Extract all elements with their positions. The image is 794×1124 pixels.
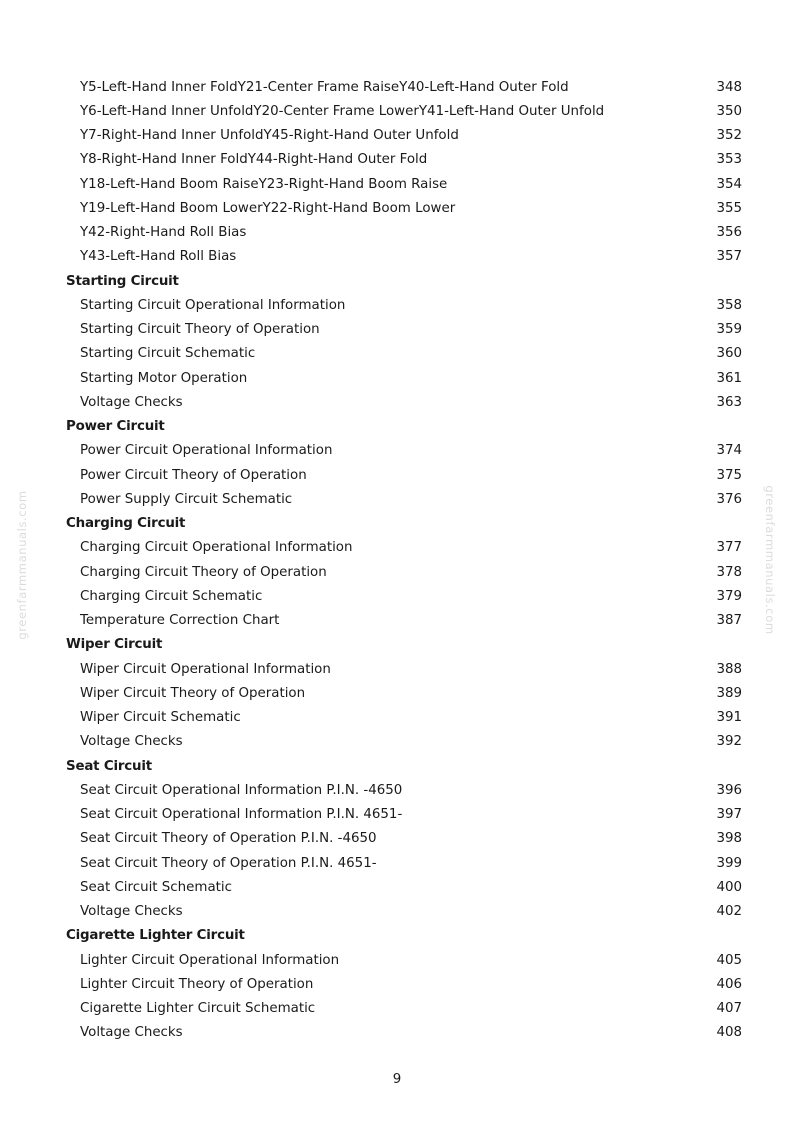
entry-title: Y8-Right-Hand Inner FoldY44-Right-Hand Outer Fold <box>80 152 428 168</box>
entry-title: Seat Circuit Operational Information P.I.N. 4651- <box>80 807 403 822</box>
toc-entry[interactable] <box>66 682 744 706</box>
toc-entry[interactable] <box>66 536 744 560</box>
entry-page-number: 388 <box>716 661 742 677</box>
toc-section-heading <box>66 270 744 294</box>
toc-section-heading <box>66 924 744 948</box>
toc-entry[interactable] <box>66 1021 744 1045</box>
section-title: Charging Circuit <box>66 516 186 531</box>
entry-title: Y19-Left-Hand Boom LowerY22-Right-Hand Boom Lower <box>80 200 456 216</box>
entry-title: Charging Circuit Schematic <box>80 588 263 604</box>
entry-page-number: 398 <box>716 831 742 847</box>
toc-entry[interactable] <box>66 949 744 973</box>
entry-title: Power Circuit Operational Information <box>80 443 333 459</box>
entry-page-number: 363 <box>716 394 742 410</box>
entry-page-number: 389 <box>716 685 742 701</box>
entry-title: Y6-Left-Hand Inner UnfoldY20-Center Frame LowerY41-Left-Hand Outer Unfold <box>80 103 605 119</box>
toc-entry[interactable] <box>66 706 744 730</box>
toc-entry[interactable] <box>66 973 744 997</box>
entry-title: Lighter Circuit Theory of Operation <box>80 976 314 992</box>
toc-entry[interactable] <box>66 245 744 269</box>
entry-title: Y42-Right-Hand Roll Bias <box>80 225 247 240</box>
entry-title: Y7-Right-Hand Inner UnfoldY45-Right-Hand Outer Unfold <box>80 128 459 143</box>
toc-entry[interactable] <box>66 318 744 342</box>
entry-title: Power Circuit Theory of Operation <box>80 467 307 483</box>
entry-page-number: 378 <box>716 564 742 580</box>
entry-title: Starting Circuit Operational Information <box>80 297 346 313</box>
toc-entry[interactable] <box>66 221 744 245</box>
toc-section-heading <box>66 755 744 779</box>
page-number: 9 <box>392 1072 402 1087</box>
section-title: Power Circuit <box>66 419 165 434</box>
entry-page-number: 392 <box>716 734 742 750</box>
entry-page-number: 353 <box>716 152 742 168</box>
toc-entry[interactable] <box>66 76 744 100</box>
entry-title: Seat Circuit Theory of Operation P.I.N. 4651- <box>80 855 377 871</box>
toc-section-heading <box>66 633 744 657</box>
toc-entry[interactable] <box>66 124 744 148</box>
entry-page-number: 402 <box>716 904 742 919</box>
entry-title: Y43-Left-Hand Roll Bias <box>80 249 237 265</box>
entry-page-number: 377 <box>716 540 742 556</box>
entry-title: Voltage Checks <box>80 734 183 750</box>
toc-entry[interactable] <box>66 100 744 124</box>
entry-title: Voltage Checks <box>80 1025 183 1041</box>
entry-title: Starting Motor Operation <box>80 370 248 386</box>
toc-entry[interactable] <box>66 464 744 488</box>
entry-title: Voltage Checks <box>80 904 183 919</box>
section-title: Starting Circuit <box>66 273 179 289</box>
toc-entry[interactable] <box>66 827 744 851</box>
entry-page-number: 379 <box>716 588 742 604</box>
entry-page-number: 355 <box>716 200 742 216</box>
entry-title: Wiper Circuit Schematic <box>80 710 241 725</box>
entry-page-number: 361 <box>716 370 742 386</box>
toc-entry[interactable] <box>66 803 744 827</box>
entry-title: Charging Circuit Operational Information <box>80 540 353 556</box>
toc-entry[interactable] <box>66 391 744 415</box>
entry-title: Temperature Correction Chart <box>80 613 280 628</box>
toc-entry[interactable] <box>66 779 744 803</box>
entry-title: Seat Circuit Operational Information P.I.N. -4650 <box>80 782 403 798</box>
toc-entry[interactable] <box>66 173 744 197</box>
toc-entry[interactable] <box>66 730 744 754</box>
entry-page-number: 354 <box>716 176 742 192</box>
entry-page-number: 348 <box>716 79 742 95</box>
toc-entry[interactable] <box>66 197 744 221</box>
toc-entry[interactable] <box>66 294 744 318</box>
entry-page-number: 408 <box>716 1025 742 1041</box>
toc-entry[interactable] <box>66 852 744 876</box>
entry-page-number: 375 <box>716 467 742 483</box>
entry-page-number: 387 <box>716 613 742 628</box>
entry-page-number: 406 <box>716 976 742 992</box>
entry-title: Cigarette Lighter Circuit Schematic <box>80 1001 316 1016</box>
entry-page-number: 360 <box>716 346 742 362</box>
entry-title: Power Supply Circuit Schematic <box>80 491 293 507</box>
toc-section-heading <box>66 512 744 536</box>
toc-entry[interactable] <box>66 488 744 512</box>
toc-entry[interactable] <box>66 658 744 682</box>
section-title: Seat Circuit <box>66 758 152 774</box>
entry-page-number: 400 <box>716 879 742 895</box>
toc-entry[interactable] <box>66 876 744 900</box>
entry-page-number: 405 <box>716 952 742 968</box>
entry-page-number: 357 <box>716 249 742 265</box>
toc-entry[interactable] <box>66 561 744 585</box>
entry-page-number: 352 <box>716 128 742 143</box>
entry-title: Voltage Checks <box>80 394 183 410</box>
entry-page-number: 359 <box>716 322 742 337</box>
entry-title: Y18-Left-Hand Boom RaiseY23-Right-Hand Boom Raise <box>80 176 448 192</box>
entry-title: Y5-Left-Hand Inner FoldY21-Center Frame RaiseY40-Left-Hand Outer Fold <box>80 79 569 95</box>
entry-title: Seat Circuit Theory of Operation P.I.N. -4650 <box>80 831 377 847</box>
entry-page-number: 358 <box>716 297 742 313</box>
entry-page-number: 391 <box>716 710 742 725</box>
entry-title: Wiper Circuit Operational Information <box>80 661 331 677</box>
entry-page-number: 407 <box>716 1001 742 1016</box>
toc-entry[interactable] <box>66 609 744 633</box>
entry-page-number: 350 <box>716 103 742 119</box>
entry-title: Starting Circuit Theory of Operation <box>80 322 320 337</box>
toc-entry[interactable] <box>66 997 744 1021</box>
toc-entry[interactable] <box>66 439 744 463</box>
entry-title: Charging Circuit Theory of Operation <box>80 564 327 580</box>
toc-entry[interactable] <box>66 342 744 366</box>
section-title: Wiper Circuit <box>66 637 163 653</box>
entry-title: Starting Circuit Schematic <box>80 346 256 362</box>
entry-page-number: 396 <box>716 782 742 798</box>
section-title: Cigarette Lighter Circuit <box>66 928 245 944</box>
toc-entry[interactable] <box>66 900 744 924</box>
entry-page-number: 399 <box>716 855 742 871</box>
table-of-contents <box>66 76 744 1046</box>
toc-entry[interactable] <box>66 367 744 391</box>
watermark-right: greenfarmmanuals.com <box>763 485 777 635</box>
entry-title: Lighter Circuit Operational Information <box>80 952 340 968</box>
entry-page-number: 376 <box>716 491 742 507</box>
watermark-left: greenfarmmanuals.com <box>15 490 29 640</box>
entry-page-number: 374 <box>716 443 742 459</box>
toc-section-heading <box>66 415 744 439</box>
toc-entry[interactable] <box>66 148 744 172</box>
toc-entry[interactable] <box>66 585 744 609</box>
entry-title: Wiper Circuit Theory of Operation <box>80 685 306 701</box>
entry-page-number: 397 <box>716 807 742 822</box>
entry-title: Seat Circuit Schematic <box>80 879 232 895</box>
entry-page-number: 356 <box>716 225 742 240</box>
